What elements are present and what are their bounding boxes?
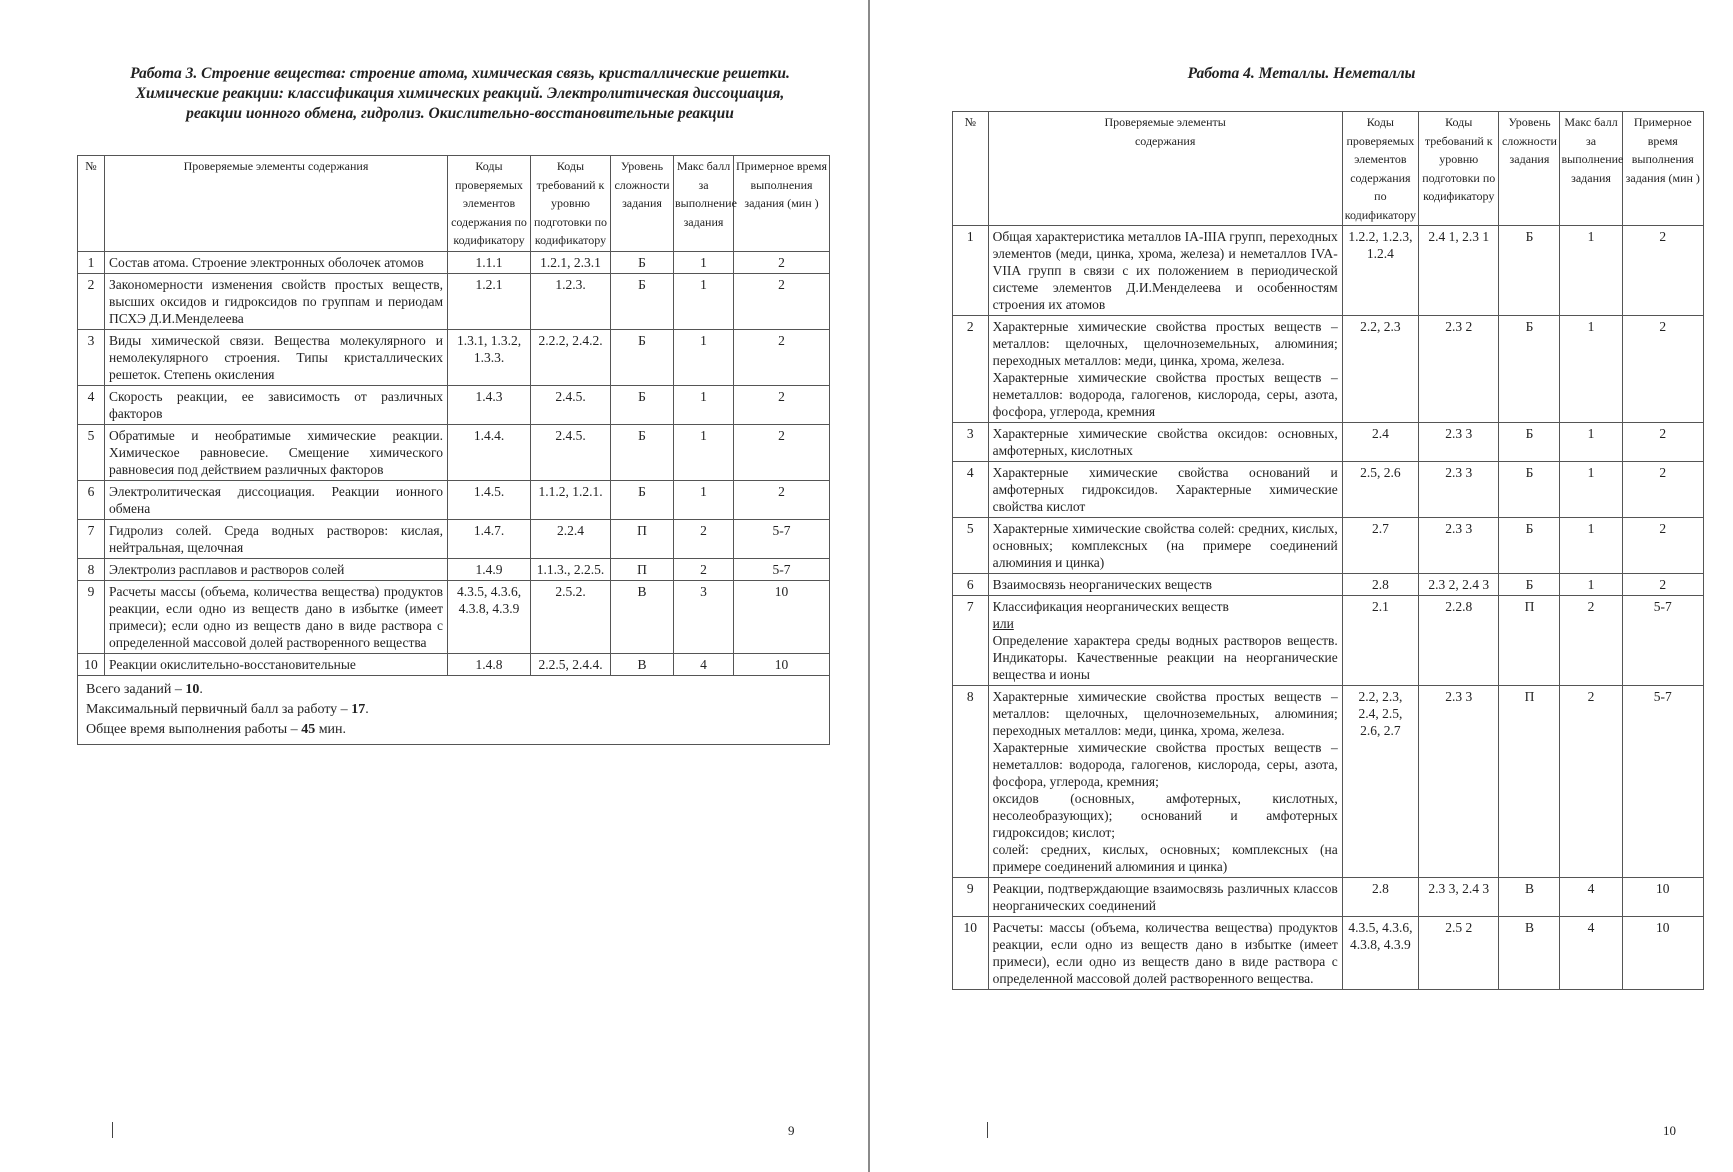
row-content: [988, 574, 1342, 596]
row-num: 1: [78, 251, 105, 273]
row-req: 2.5 2: [1419, 917, 1499, 990]
row-time: 2: [1622, 518, 1703, 574]
row-codes: 2.8: [1342, 574, 1418, 596]
row-max: 2: [674, 558, 734, 580]
table-header-row: [78, 156, 830, 252]
row-max: 4: [674, 653, 734, 675]
table-row: [953, 574, 1704, 596]
row-codes: 1.4.9: [448, 558, 531, 580]
row-req: 2.3 3: [1419, 686, 1499, 878]
table-row: [78, 329, 830, 385]
row-time: 2: [1622, 226, 1703, 316]
row-req: 1.2.3.: [531, 273, 611, 329]
row-codes: 2.8: [1342, 878, 1418, 917]
table-row: [78, 480, 830, 519]
row-time: 2: [1622, 462, 1703, 518]
header-time: Примерное время выполнения задания (мин ): [1622, 112, 1703, 226]
row-level: Б: [1499, 574, 1560, 596]
table-row: [953, 316, 1704, 423]
row-codes: 2.7: [1342, 518, 1418, 574]
page-number: 10: [1663, 1123, 1676, 1138]
row-req: 2.2.8: [1419, 596, 1499, 686]
row-req: 2.3 3: [1419, 462, 1499, 518]
row-num: 7: [78, 519, 105, 558]
content-paragraph: Характерные химические свойства солей: средних, кислых, основных; комплексных (на примере соединений алюминия и цинка): [992, 521, 1338, 570]
row-req: 2.4.5.: [531, 424, 611, 480]
row-level: Б: [1499, 518, 1560, 574]
table-row: [953, 878, 1704, 917]
row-level: В: [1499, 917, 1560, 990]
row-num: 3: [78, 329, 105, 385]
row-num: 7: [953, 596, 989, 686]
row-content: [988, 226, 1342, 316]
row-req: 1.2.1, 2.3.1: [531, 251, 611, 273]
row-content: Электролитическая диссоциация. Реакции ионного обмена: [105, 480, 448, 519]
row-codes: 1.4.7.: [448, 519, 531, 558]
row-content: Обратимые и необратимые химические реакции. Химическое равновесие. Смещение химического равновесия под действием различных факторов: [105, 424, 448, 480]
row-content: Реакции окислительно-восстановительные: [105, 653, 448, 675]
content-paragraph: Реакции, подтверждающие взаимосвязь различных классов неорганических соединений: [992, 881, 1338, 913]
row-num: 6: [953, 574, 989, 596]
content-paragraph: Характерные химические свойства оксидов: основных, амфотерных, кислотных: [992, 426, 1338, 458]
table-row: [78, 424, 830, 480]
row-codes: 1.4.4.: [448, 424, 531, 480]
row-max: 1: [674, 329, 734, 385]
row-req: 2.2.2, 2.4.2.: [531, 329, 611, 385]
row-max: 1: [674, 273, 734, 329]
content-paragraph: оксидов (основных, амфотерных, кислотных, несолеобразующих); оснований и амфотерных гидроксидов; кислот;: [992, 791, 1338, 840]
row-req: 1.1.2, 1.2.1.: [531, 480, 611, 519]
table-row: [953, 596, 1704, 686]
table-row: [78, 251, 830, 273]
row-content: [988, 917, 1342, 990]
page-number: 9: [788, 1123, 795, 1138]
row-level: П: [611, 519, 674, 558]
row-req: 2.3 3: [1419, 518, 1499, 574]
table-row: [953, 462, 1704, 518]
table-row: [78, 519, 830, 558]
row-num: 6: [78, 480, 105, 519]
header-num: №: [953, 112, 989, 226]
row-content: [988, 686, 1342, 878]
content-paragraph: Взаимосвязь неорганических веществ: [992, 577, 1213, 592]
row-req: 1.1.3., 2.2.5.: [531, 558, 611, 580]
right-table: [952, 111, 1704, 990]
row-time: 10: [734, 653, 830, 675]
row-time: 10: [1622, 917, 1703, 990]
row-time: 2: [734, 424, 830, 480]
row-level: Б: [611, 273, 674, 329]
row-content: [988, 423, 1342, 462]
header-req: Коды требований к уровню подготовки по кодификатору: [1419, 112, 1499, 226]
row-time: 10: [734, 580, 830, 653]
row-codes: 2.2, 2.3, 2.4, 2.5, 2.6, 2.7: [1342, 686, 1418, 878]
content-paragraph: Расчеты: массы (объема, количества вещества) продуктов реакции, если одно из веществ дано в избытке (имеет примеси), если одно из веществ дано в виде раствора с определенной массовой долей растворенного вещества.: [992, 920, 1338, 986]
header-elements: Проверяемые элементы содержания: [988, 112, 1342, 226]
header-max: Макс балл за выполнение задания: [674, 156, 734, 252]
row-time: 5-7: [734, 558, 830, 580]
row-time: 5-7: [734, 519, 830, 558]
row-max: 2: [1560, 686, 1622, 878]
row-codes: 2.1: [1342, 596, 1418, 686]
left-table: [77, 155, 830, 745]
table-row: [953, 686, 1704, 878]
row-max: 4: [1560, 917, 1622, 990]
row-max: 3: [674, 580, 734, 653]
row-content: Скорость реакции, ее зависимость от различных факторов: [105, 385, 448, 424]
row-codes: 1.4.5.: [448, 480, 531, 519]
header-level: Уровень сложности задания: [1499, 112, 1560, 226]
row-num: 10: [953, 917, 989, 990]
row-num: 8: [78, 558, 105, 580]
row-time: 2: [1622, 316, 1703, 423]
page-margin-mark: [112, 1122, 113, 1138]
row-req: 2.2.4: [531, 519, 611, 558]
row-time: 2: [734, 385, 830, 424]
row-time: 10: [1622, 878, 1703, 917]
content-paragraph: или: [992, 616, 1014, 631]
row-level: В: [1499, 878, 1560, 917]
row-content: Виды химической связи. Вещества молекулярного и немолекулярного строения. Типы кристаллических решеток. Степень окисления: [105, 329, 448, 385]
row-level: П: [1499, 596, 1560, 686]
row-num: 5: [953, 518, 989, 574]
row-req: 2.3 2: [1419, 316, 1499, 423]
row-time: 2: [1622, 423, 1703, 462]
row-level: В: [611, 653, 674, 675]
row-max: 1: [1560, 423, 1622, 462]
content-paragraph: Характерные химические свойства простых веществ – металлов: щелочных, щелочноземельных, алюминия; переходных металлов: меди, цинка, хрома, железа.: [992, 319, 1338, 368]
content-paragraph: Классификация неорганических веществ: [992, 599, 1229, 614]
row-time: 2: [734, 251, 830, 273]
row-max: 1: [674, 424, 734, 480]
row-codes: 2.4: [1342, 423, 1418, 462]
header-codes: Коды проверяемых элементов содержания по кодификатору: [448, 156, 531, 252]
header-num: №: [78, 156, 105, 252]
row-max: 1: [1560, 574, 1622, 596]
content-paragraph: Характерные химические свойства простых веществ – неметаллов: водорода, галогенов, кислорода, серы, азота, фосфора, углерода, кремния: [992, 370, 1338, 419]
row-num: 9: [78, 580, 105, 653]
row-level: Б: [1499, 226, 1560, 316]
row-content: [988, 878, 1342, 917]
row-codes: 1.3.1, 1.3.2, 1.3.3.: [448, 329, 531, 385]
content-paragraph: Общая характеристика металлов IA-IIIA групп, переходных элементов (меди, цинка, хрома, железа) и неметаллов IVA-VIIA групп в связи с их положением в периодической системе элементов Д.И.Менделеева и особенностям строения их атомов: [992, 229, 1338, 312]
row-codes: 1.2.1: [448, 273, 531, 329]
row-max: 1: [1560, 316, 1622, 423]
row-num: 4: [953, 462, 989, 518]
table-row: [953, 917, 1704, 990]
row-codes: 1.4.8: [448, 653, 531, 675]
row-level: Б: [1499, 423, 1560, 462]
content-paragraph: Определение характера среды водных растворов веществ. Индикаторы. Качественные реакции на неорганические вещества и ионы: [992, 633, 1338, 682]
row-req: 2.4 1, 2.3 1: [1419, 226, 1499, 316]
row-time: 2: [734, 329, 830, 385]
header-time: Примерное время выполнения задания (мин ): [734, 156, 830, 252]
row-time: 2: [1622, 574, 1703, 596]
row-content: Гидролиз солей. Среда водных растворов: кислая, нейтральная, щелочная: [105, 519, 448, 558]
row-level: П: [611, 558, 674, 580]
row-max: 4: [1560, 878, 1622, 917]
table-row: [78, 580, 830, 653]
row-max: 1: [674, 385, 734, 424]
row-codes: 4.3.5, 4.3.6, 4.3.8, 4.3.9: [448, 580, 531, 653]
row-content: [988, 316, 1342, 423]
header-elements: Проверяемые элементы содержания: [105, 156, 448, 252]
row-num: 2: [78, 273, 105, 329]
row-content: Закономерности изменения свойств простых веществ, высших оксидов и гидроксидов по группам и периодам ПСХЭ Д.И.Менделеева: [105, 273, 448, 329]
row-time: 5-7: [1622, 686, 1703, 878]
row-num: 3: [953, 423, 989, 462]
header-req: Коды требований к уровню подготовки по кодификатору: [531, 156, 611, 252]
row-codes: 1.4.3: [448, 385, 531, 424]
content-paragraph: Характерные химические свойства простых веществ – неметаллов: водорода, галогенов, кислорода, серы, азота, фосфора, углерода, кремния;: [992, 740, 1338, 789]
row-time: 2: [734, 273, 830, 329]
row-level: Б: [611, 251, 674, 273]
header-codes: Коды проверяемых элементов содержания по кодификатору: [1342, 112, 1418, 226]
row-max: 2: [674, 519, 734, 558]
row-num: 8: [953, 686, 989, 878]
row-max: 1: [1560, 518, 1622, 574]
content-paragraph: Характерные химические свойства оснований и амфотерных гидроксидов. Характерные химические свойства кислот: [992, 465, 1338, 514]
row-content: [988, 462, 1342, 518]
table-row: [953, 518, 1704, 574]
table-row: [953, 423, 1704, 462]
row-level: В: [611, 580, 674, 653]
row-req: 2.2.5, 2.4.4.: [531, 653, 611, 675]
row-req: 2.3 2, 2.4 3: [1419, 574, 1499, 596]
header-max: Макс балл за выполнение задания: [1560, 112, 1622, 226]
table-row: [78, 653, 830, 675]
right-page-title: Работа 4. Металлы. Неметаллы: [1187, 65, 1416, 82]
row-max: 1: [674, 480, 734, 519]
row-max: 1: [1560, 462, 1622, 518]
row-level: Б: [611, 480, 674, 519]
total-tasks: Всего заданий – 10.: [86, 681, 203, 697]
row-num: 10: [78, 653, 105, 675]
summary-row: [78, 675, 830, 744]
content-paragraph: Характерные химические свойства простых веществ – металлов: щелочных, щелочноземельных, алюминия; переходных металлов: меди, цинка, хрома, железа.: [992, 689, 1338, 738]
row-codes: 1.1.1: [448, 251, 531, 273]
row-max: 1: [1560, 226, 1622, 316]
table-row: [953, 226, 1704, 316]
row-max: 2: [1560, 596, 1622, 686]
row-num: 1: [953, 226, 989, 316]
row-content: [988, 596, 1342, 686]
row-level: Б: [611, 385, 674, 424]
table-header-row: [953, 112, 1704, 226]
row-req: 2.3 3, 2.4 3: [1419, 878, 1499, 917]
row-level: Б: [611, 424, 674, 480]
row-time: 2: [734, 480, 830, 519]
row-req: 2.5.2.: [531, 580, 611, 653]
page-margin-mark: [987, 1122, 988, 1138]
row-num: 5: [78, 424, 105, 480]
row-codes: 1.2.2, 1.2.3, 1.2.4: [1342, 226, 1418, 316]
row-num: 4: [78, 385, 105, 424]
right-page: [870, 0, 1733, 1172]
row-level: Б: [1499, 462, 1560, 518]
row-codes: 2.2, 2.3: [1342, 316, 1418, 423]
row-level: П: [1499, 686, 1560, 878]
row-content: Состав атома. Строение электронных оболочек атомов: [105, 251, 448, 273]
total-time: Общее время выполнения работы – 45 мин.: [86, 721, 347, 737]
row-codes: 2.5, 2.6: [1342, 462, 1418, 518]
row-content: Расчеты массы (объема, количества вещества) продуктов реакции, если одно из веществ дано в избытке (имеет примеси); если одно из веществ дано в виде раствора с определенной массовой долей растворенного вещества: [105, 580, 448, 653]
row-req: 2.3 3: [1419, 423, 1499, 462]
row-level: Б: [1499, 316, 1560, 423]
header-level: Уровень сложности задания: [611, 156, 674, 252]
left-page-title: Работа 3. Строение вещества: строение атома, химическая связь, кристаллические решетки. Химические реакции: классификация химических реакций. Электролитическая диссоциация, реакции ионного обмена, гидролиз. Окислительно-восстановительные реакции: [130, 65, 790, 122]
content-paragraph: солей: средних, кислых, основных; комплексных (на примере соединений алюминия и цинка): [992, 842, 1338, 874]
row-content: Электролиз расплавов и растворов солей: [105, 558, 448, 580]
row-num: 2: [953, 316, 989, 423]
row-codes: 4.3.5, 4.3.6, 4.3.8, 4.3.9: [1342, 917, 1418, 990]
table-row: [78, 385, 830, 424]
row-time: 5-7: [1622, 596, 1703, 686]
row-num: 9: [953, 878, 989, 917]
table-row: [78, 558, 830, 580]
max-score: Максимальный первичный балл за работу – 17.: [86, 701, 369, 717]
row-content: [988, 518, 1342, 574]
row-req: 2.4.5.: [531, 385, 611, 424]
row-level: Б: [611, 329, 674, 385]
row-max: 1: [674, 251, 734, 273]
table-row: [78, 273, 830, 329]
